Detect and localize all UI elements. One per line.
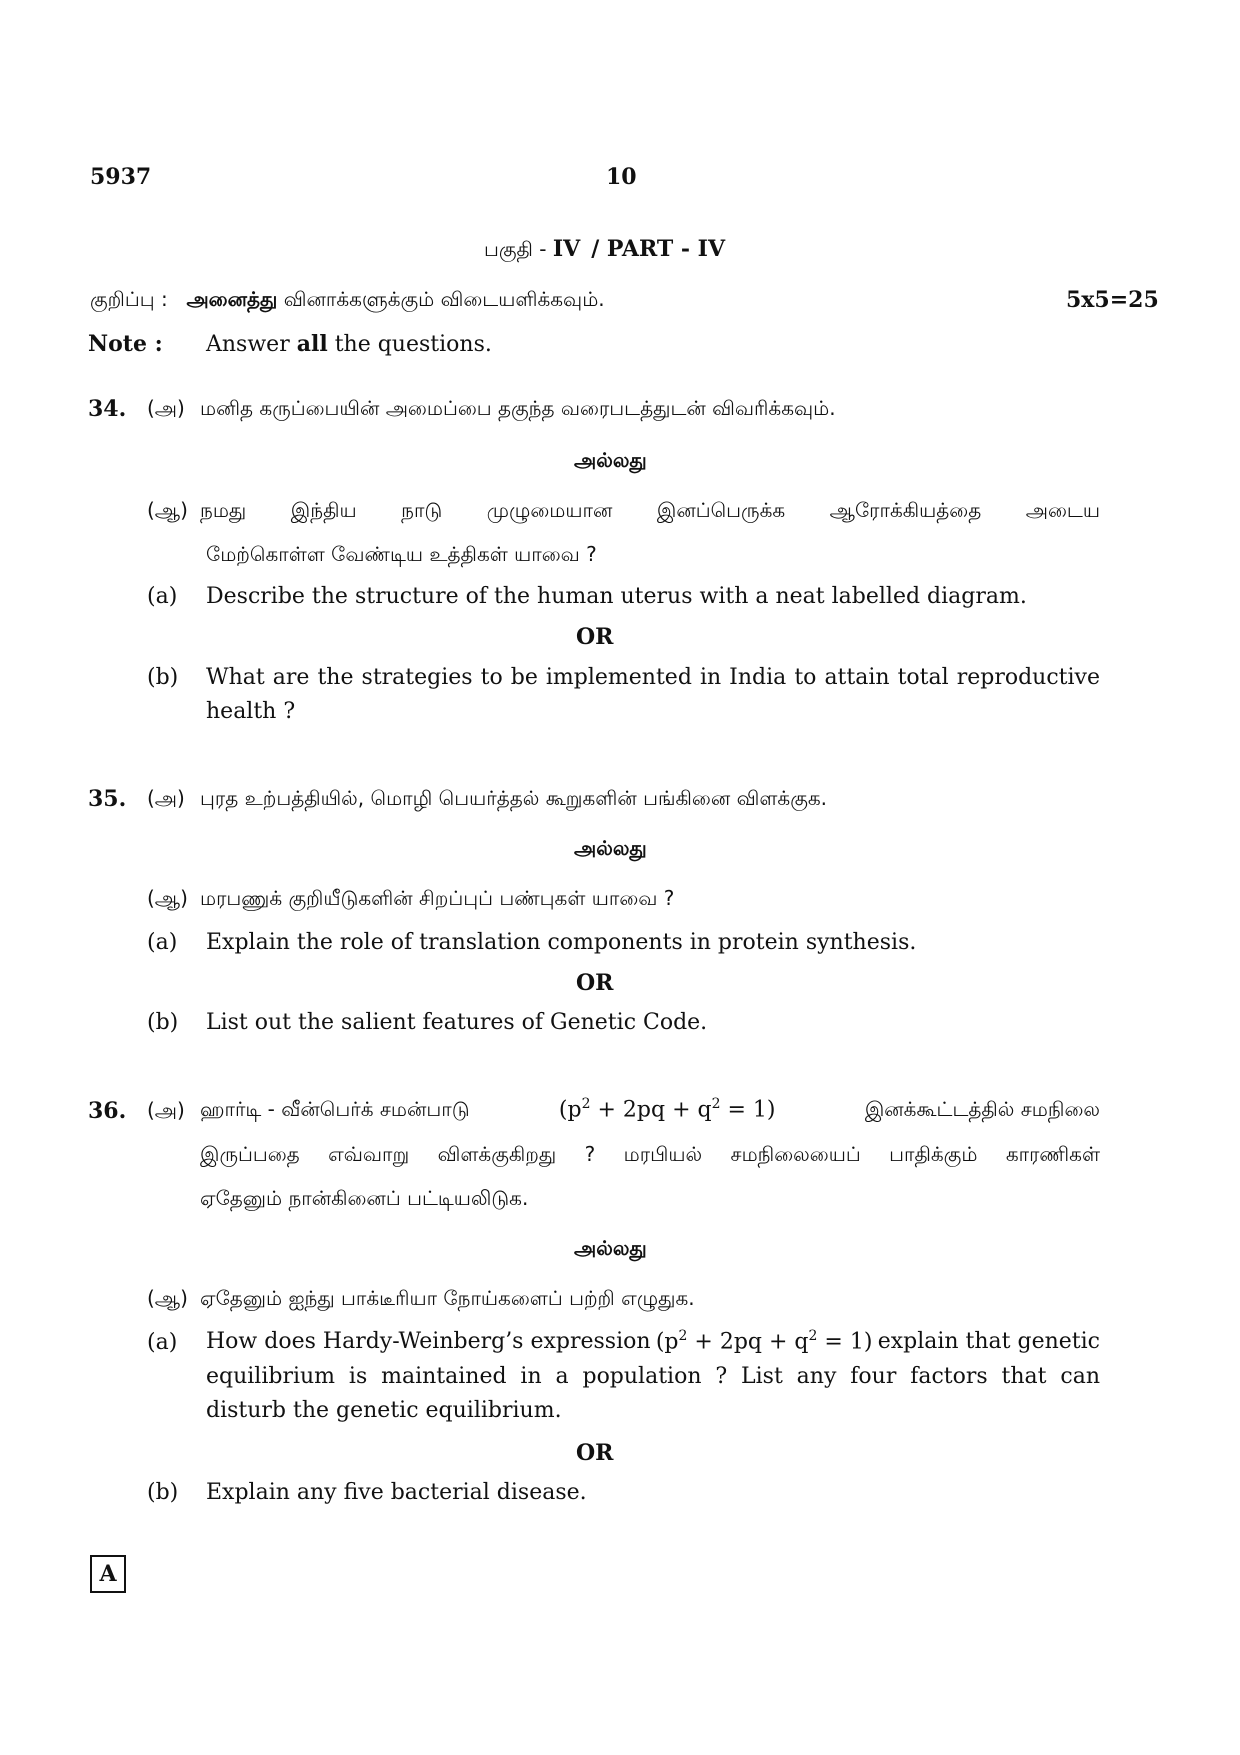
- eq-sup1: 2: [581, 1096, 591, 1112]
- q36-ta-a-line1-post: இனக்கூட்டத்தில் சமநிலை: [864, 1097, 1100, 1122]
- q36-en-a-line1-pre: How does Hardy-Weinberg’s expression: [206, 1329, 651, 1355]
- q36-or-english: OR: [576, 1440, 614, 1466]
- q36-ta-a-line1: [200, 1096, 1100, 1124]
- q34-en-a-marker: (a): [147, 584, 178, 609]
- note-bold: all: [296, 331, 328, 357]
- eq-close-en: = 1): [817, 1329, 873, 1355]
- q34-ta-b-line1: நமது இந்திய நாடு முழுமையான இனப்பெருக்க ஆரோக்கியத்தை அடைய: [200, 498, 1100, 522]
- note-label-text: Note :: [88, 331, 163, 357]
- q36-ta-a-line1-pre: ஹார்டி - வீன்பெர்க் சமன்பாடு: [200, 1097, 470, 1122]
- q34-en-b-line2: health ?: [206, 699, 296, 724]
- instruction-tamil-bold: அனைத்து: [186, 287, 278, 311]
- q36-en-equation: [656, 1328, 873, 1354]
- note-text: [206, 331, 492, 357]
- q36-ta-a-line3: ஏதேனும் நான்கினைப் பட்டியலிடுக.: [200, 1186, 529, 1210]
- q36-ta-a-line2: இருப்பதை எவ்வாறு விளக்குகிறது ? மரபியல் சமநிலையைப் பாதிக்கும் காரணிகள்: [200, 1142, 1100, 1166]
- q36-or-tamil: அல்லது: [574, 1236, 647, 1260]
- eq-open: (p: [558, 1097, 582, 1123]
- q34-or-english: OR: [576, 624, 614, 650]
- paper-code: 5937: [90, 164, 152, 190]
- q35-en-b-marker: (b): [147, 1010, 179, 1035]
- q36-ta-equation: [559, 1096, 776, 1122]
- q35-en-a-text: Explain the role of translation components in protein synthesis.: [206, 930, 917, 955]
- q34-ta-b-marker: (ஆ): [147, 498, 188, 522]
- q34-ta-a-marker: (அ): [147, 396, 185, 420]
- q36-en-a-line1: [206, 1328, 1100, 1354]
- question-number-36: 36.: [88, 1098, 127, 1124]
- eq-sup2-en: 2: [808, 1328, 818, 1344]
- q36-en-a-marker: (a): [147, 1330, 178, 1355]
- q34-or-tamil: அல்லது: [574, 448, 647, 472]
- part-heading: [484, 236, 725, 264]
- q35-ta-a-text: புரத உற்பத்தியில், மொழி பெயர்த்தல் கூறுகளின் பங்கினை விளக்குக.: [200, 786, 828, 810]
- q34-ta-a-text: மனித கருப்பையின் அமைப்பை தகுந்த வரைபடத்துடன் விவரிக்கவும்.: [200, 396, 836, 420]
- page-number: 10: [606, 164, 637, 190]
- q35-or-tamil: அல்லது: [574, 836, 647, 860]
- question-number-35: 35.: [88, 786, 127, 812]
- instruction-tamil: [90, 287, 605, 314]
- q34-en-b-line1: What are the strategies to be implemented in India to attain total reproductive: [206, 665, 1100, 690]
- note-pre: Answer: [206, 332, 290, 357]
- eq-mid: + 2pq + q: [590, 1097, 712, 1123]
- q36-ta-b-text: ஏதேனும் ஐந்து பாக்டீரியா நோய்களைப் பற்றி எழுதுக.: [200, 1286, 695, 1310]
- part-heading-roman: IV: [552, 236, 581, 262]
- question-number-34: 34.: [88, 396, 127, 422]
- series-box: A: [90, 1555, 126, 1593]
- q36-en-a-line3: disturb the genetic equilibrium.: [206, 1398, 562, 1423]
- part-heading-tamil: பகுதி -: [484, 237, 553, 261]
- q35-en-b-text: List out the salient features of Genetic Code.: [206, 1010, 708, 1035]
- q34-en-a-text: Describe the structure of the human uterus with a neat labelled diagram.: [206, 584, 1027, 609]
- q35-or-english: OR: [576, 970, 614, 996]
- q36-ta-a-marker: (அ): [147, 1098, 185, 1122]
- q36-en-a-line1-post: explain that genetic: [877, 1329, 1100, 1355]
- eq-open-en: (p: [655, 1329, 679, 1355]
- note-post: the questions.: [334, 332, 492, 357]
- q36-en-a-line2: equilibrium is maintained in a population ? List any four factors that can: [206, 1364, 1100, 1389]
- q36-en-b-text: Explain any five bacterial disease.: [206, 1480, 587, 1505]
- marks-label: 5x5=25: [1066, 287, 1159, 313]
- eq-sup2: 2: [711, 1096, 721, 1112]
- eq-mid-en: + 2pq + q: [687, 1329, 809, 1355]
- part-heading-english: / PART - IV: [591, 236, 726, 262]
- q34-en-b-marker: (b): [147, 665, 179, 690]
- q35-ta-a-marker: (அ): [147, 786, 185, 810]
- q35-en-a-marker: (a): [147, 930, 178, 955]
- instruction-tamil-text: வினாக்களுக்கும் விடையளிக்கவும்.: [283, 287, 605, 311]
- note-label: [88, 331, 163, 357]
- instruction-tamil-label: குறிப்பு :: [90, 287, 168, 311]
- q36-en-b-marker: (b): [147, 1480, 179, 1505]
- q35-ta-b-text: மரபணுக் குறியீடுகளின் சிறப்புப் பண்புகள் யாவை ?: [200, 886, 675, 910]
- eq-close: = 1): [720, 1097, 776, 1123]
- q36-ta-b-marker: (ஆ): [147, 1286, 188, 1310]
- q34-ta-b-line2: மேற்கொள்ள வேண்டிய உத்திகள் யாவை ?: [206, 542, 597, 566]
- eq-sup1-en: 2: [678, 1328, 688, 1344]
- q35-ta-b-marker: (ஆ): [147, 886, 188, 910]
